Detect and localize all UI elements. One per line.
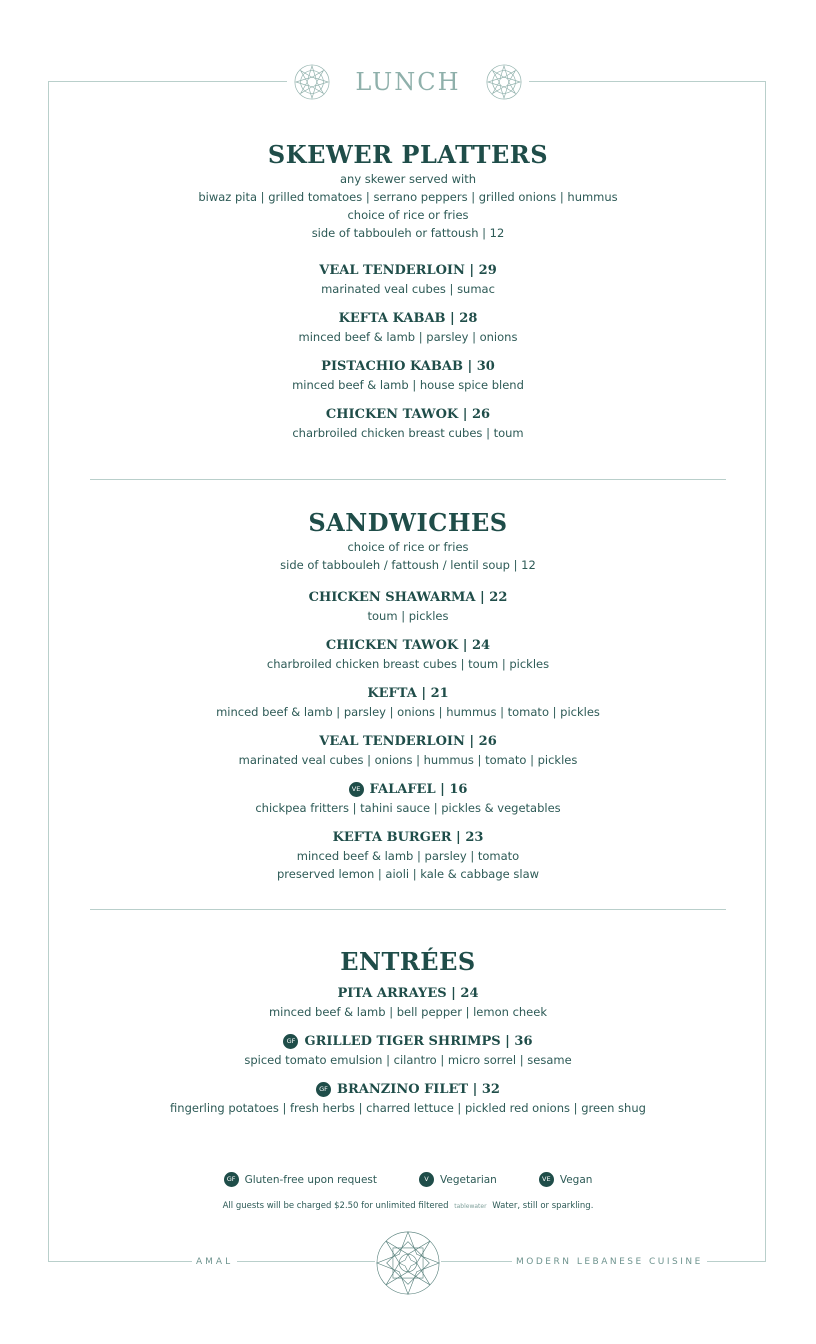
rosette-logo-icon [375,1230,441,1296]
item-description: minced beef & lamb | parsley | tomato [296,849,520,863]
item-description: toum | pickles [367,609,449,623]
footer-tagline: MODERN LEBANESE CUISINE [512,1257,707,1267]
menu-item [0,685,816,721]
legend-entry-vegan [539,1172,593,1187]
item-description: marinated veal cubes | onions | hummus | tomato | pickles [238,753,578,767]
legend-label: Gluten-free upon request [244,1173,377,1186]
menu-title: LUNCH [355,68,461,96]
sandwiches-intro-line: choice of rice or fries [347,540,469,554]
section-title-sandwiches: SANDWICHES [308,508,508,537]
vegan-badge-icon: VE [539,1172,554,1187]
legend-label: Vegan [559,1173,593,1186]
gluten-free-badge-icon: GF [224,1172,239,1187]
section-divider [90,479,726,480]
water-brand-logo: tablewater [454,1203,487,1210]
menu-item [0,1081,816,1117]
skewers-intro-line: any skewer served with [339,172,476,186]
water-note-text: Water, still or sparkling. [492,1201,594,1211]
item-description: minced beef & lamb | house spice blend [292,378,524,392]
menu-item [0,637,816,673]
item-name-text: BRANZINO FILET | 32 [337,1082,500,1097]
item-name: CHICKEN TAWOK | 24 [325,638,491,653]
menu-item [0,310,816,346]
menu-item [0,781,816,817]
dietary-legend [0,1172,816,1187]
menu-item [0,262,816,298]
item-name: CHICKEN SHAWARMA | 22 [308,590,508,605]
item-name [0,781,816,799]
legend-entry-gluten-free [224,1172,377,1187]
menu-item [0,589,816,625]
gluten-free-badge-icon: GF [316,1082,331,1097]
item-description: charbroiled chicken breast cubes | toum [292,426,524,440]
skewers-intro-line: choice of rice or fries [347,208,469,222]
item-name: KEFTA | 21 [367,686,449,701]
section-entrees [0,947,816,1117]
section-title-skewers: SKEWER PLATTERS [267,140,549,169]
item-description: preserved lemon | aioli | kale & cabbage slaw [276,867,540,881]
menu-item [0,1033,816,1069]
item-name [0,1081,816,1099]
footer-restaurant-name: AMAL [192,1257,237,1267]
item-description: charbroiled chicken breast cubes | toum | pickles [266,657,550,671]
skewers-intro-line: side of tabbouleh or fattoush | 12 [311,226,505,240]
legend-entry-vegetarian [419,1172,497,1187]
menu-item [0,829,816,883]
item-name: VEAL TENDERLOIN | 26 [319,734,497,749]
gluten-free-badge-icon: GF [283,1034,298,1049]
item-name: PISTACHIO KABAB | 30 [321,359,495,374]
section-title-entrees: ENTRÉES [340,947,476,976]
menu-item [0,985,816,1021]
water-note-text: All guests will be charged $2.50 for unlimited filtered [222,1201,449,1211]
menu-header [0,62,816,102]
item-name-text: GRILLED TIGER SHRIMPS | 36 [304,1034,533,1049]
skewers-intro-line: biwaz pita | grilled tomatoes | serrano peppers | grilled onions | hummus [198,190,618,204]
rosette-icon-left [293,63,331,101]
menu-item [0,358,816,394]
item-description: fingerling potatoes | fresh herbs | charred lettuce | pickled red onions | green shug [170,1101,646,1115]
legend-label: Vegetarian [440,1173,497,1186]
rosette-icon-right [485,63,523,101]
menu-item [0,406,816,442]
item-name: KEFTA BURGER | 23 [332,830,484,845]
item-name-text: FALAFEL | 16 [369,782,468,797]
water-charge-note [0,1201,816,1211]
vegetarian-badge-icon: V [419,1172,434,1187]
item-name: CHICKEN TAWOK | 26 [325,407,491,422]
item-description: spiced tomato emulsion | cilantro | micro sorrel | sesame [244,1053,572,1067]
item-name [0,1033,816,1051]
item-name: VEAL TENDERLOIN | 29 [319,263,497,278]
item-description: marinated veal cubes | sumac [321,282,495,296]
item-name: KEFTA KABAB | 28 [338,311,478,326]
item-description: minced beef & lamb | parsley | onions | hummus | tomato | pickles [216,705,600,719]
item-description: minced beef & lamb | bell pepper | lemon cheek [268,1005,547,1019]
item-description: minced beef & lamb | parsley | onions [298,330,518,344]
section-sandwiches [0,508,816,883]
menu-item [0,733,816,769]
item-name: PITA ARRAYES | 24 [337,986,479,1001]
item-description: chickpea fritters | tahini sauce | pickles & vegetables [255,801,561,815]
section-divider [90,909,726,910]
section-skewer-platters [0,140,816,442]
sandwiches-intro-line: side of tabbouleh / fattoush / lentil soup | 12 [280,558,536,572]
vegan-badge-icon: VE [349,782,364,797]
